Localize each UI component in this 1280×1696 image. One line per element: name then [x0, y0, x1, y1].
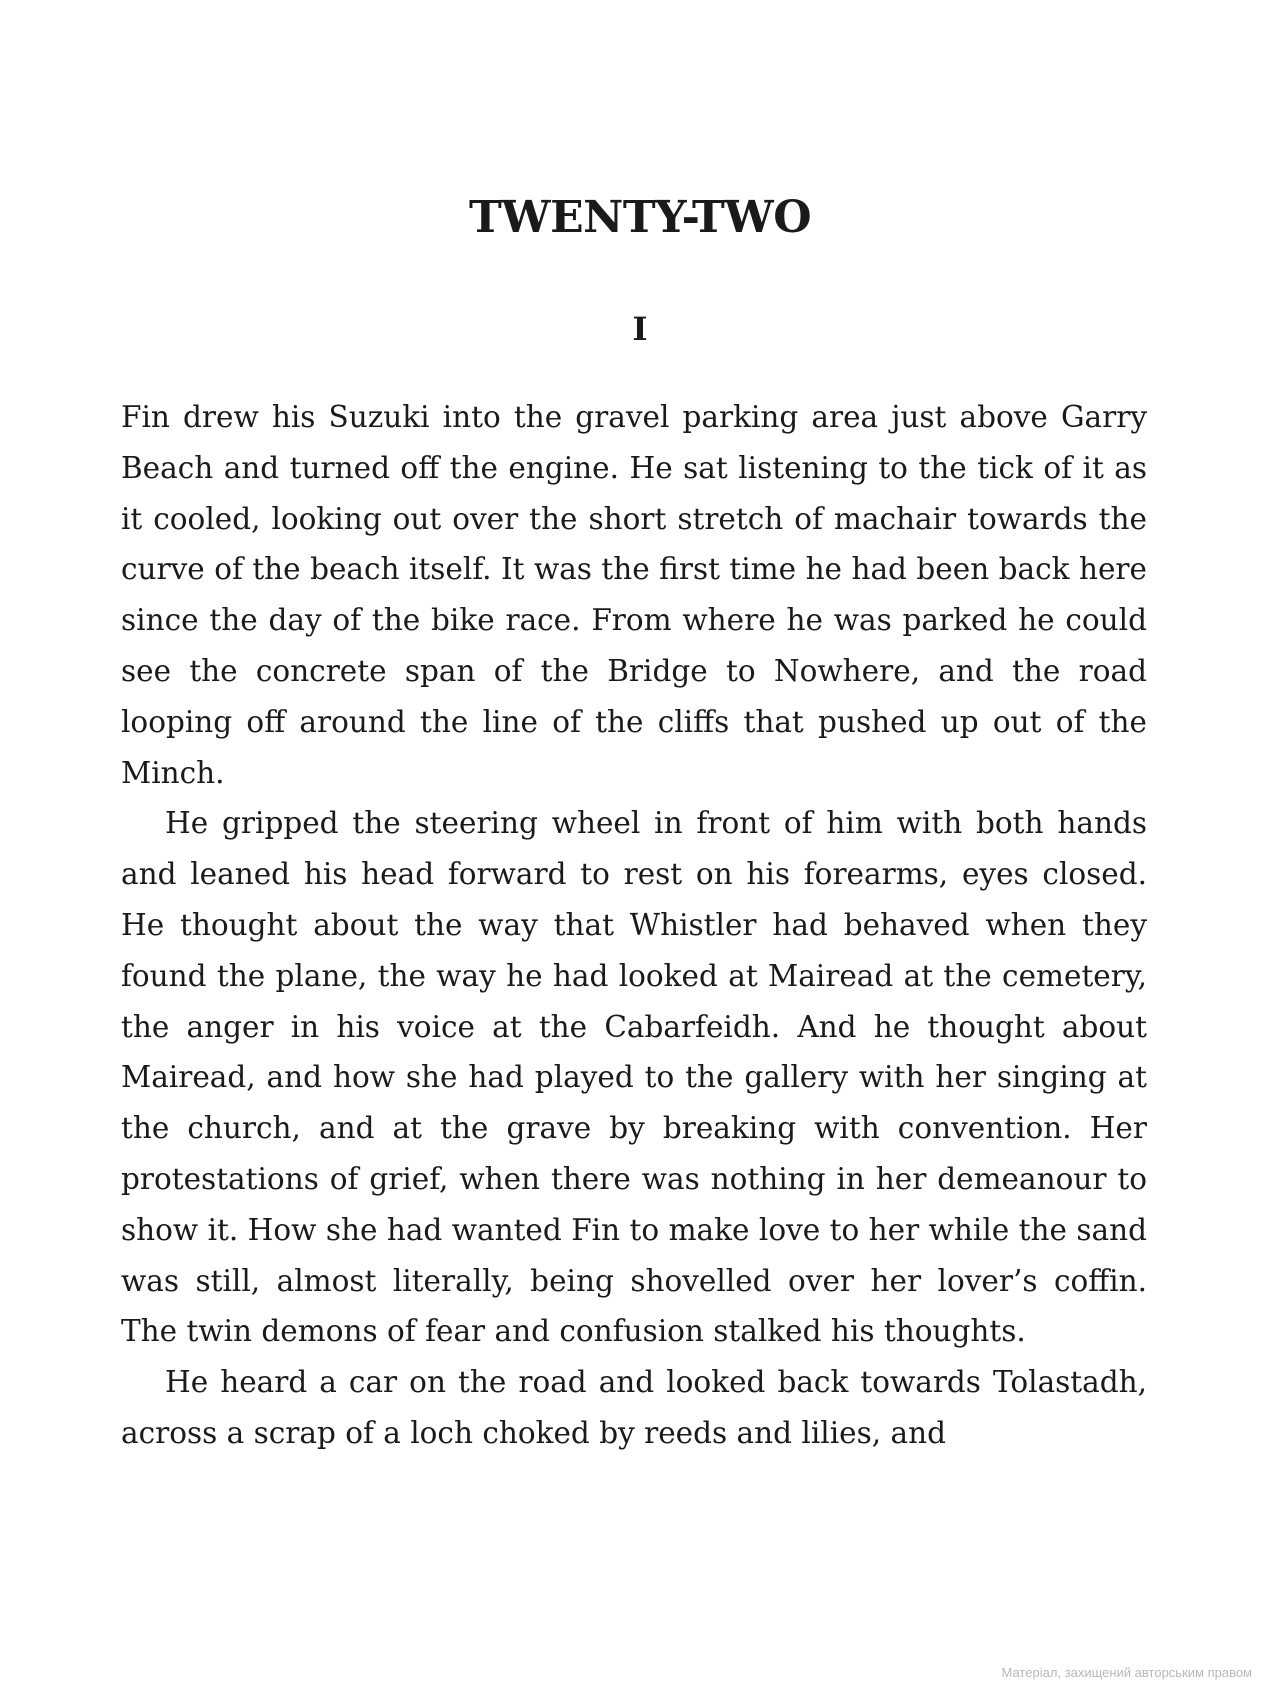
copyright-watermark: Матеріал, захищений авторським правом [1001, 1665, 1252, 1680]
paragraph-3: He heard a car on the road and looked back towards Tolastadh, across a scrap of a loch choked by reeds and lilies, and [121, 1365, 1147, 1450]
chapter-body [121, 392, 1147, 1459]
paragraph-1: Fin drew his Suzuki into the gravel parking area just above Garry Beach and turned off the engine. He sat listening to the tick of it as it cooled, looking out over the short stretch of machair towards the curve of the beach itself. It was the first time he had been back here since the day of the bike race. From where he was parked he could see the concrete span of the Bridge to Nowhere, and the road looping off around the line of the cliffs that pushed up out of the Minch. [121, 400, 1147, 790]
chapter-title: TWENTY-TWO [468, 192, 812, 243]
paragraph-2: He gripped the steering wheel in front of him with both hands and leaned his head forward to rest on his forearms, eyes closed. He thought about the way that Whistler had behaved when they found the plane, the way he had looked at Mairead at the cemetery, the anger in his voice at the Cabarfeidh. And he thought about Mairead, and how she had played to the gallery with her singing at the church, and at the grave by breaking with convention. Her protestations of grief, when there was nothing in her demeanour to show it. How she had wanted Fin to make love to her while the sand was still, almost literally, being shovelled over her lover’s coffin. The twin demons of fear and confusion stalked his thoughts. [121, 806, 1147, 1349]
section-number: I [632, 310, 648, 348]
